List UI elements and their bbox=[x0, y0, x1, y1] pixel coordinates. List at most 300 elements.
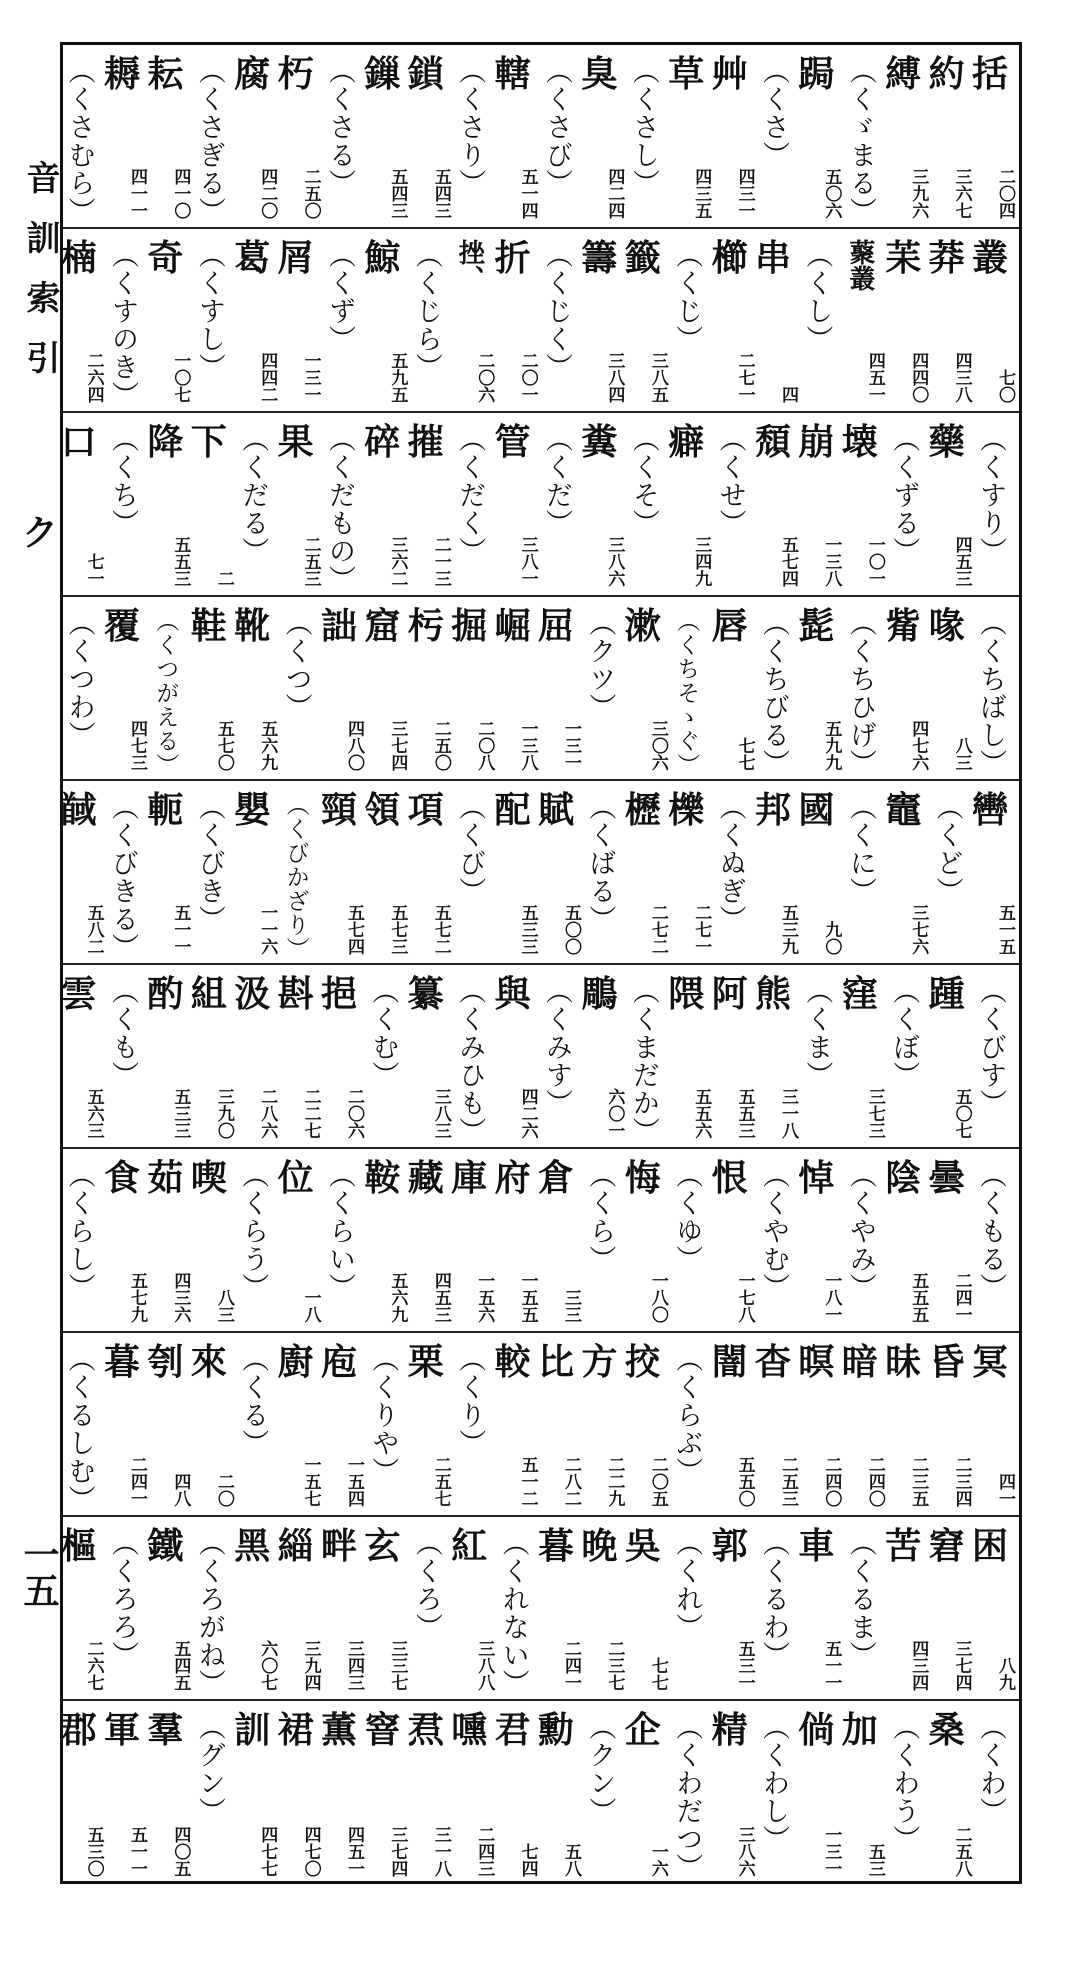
entry-kanji: 掘 bbox=[451, 605, 488, 647]
index-entry bbox=[314, 1333, 364, 1515]
entry-kanji: 朽 bbox=[277, 53, 314, 95]
index-entry bbox=[661, 965, 711, 1147]
entry-kanji: 唇 bbox=[711, 605, 748, 647]
index-entry bbox=[705, 45, 755, 227]
reading-heading bbox=[54, 45, 104, 227]
entry-page-ref: 三六二 bbox=[387, 536, 408, 587]
reading-heading bbox=[748, 1701, 798, 1885]
index-entry bbox=[748, 1333, 798, 1515]
entry-kanji: 軍 bbox=[103, 1709, 140, 1751]
reading-heading bbox=[184, 45, 234, 227]
reading-heading bbox=[531, 45, 581, 227]
reading-heading bbox=[97, 413, 147, 595]
index-entry bbox=[835, 965, 885, 1147]
index-entry bbox=[705, 1149, 755, 1331]
entry-kanji: 來 bbox=[190, 1341, 227, 1383]
index-entry bbox=[357, 45, 407, 227]
entry-kanji: 崩 bbox=[798, 421, 835, 463]
entry-page-ref: 五六三 bbox=[83, 1088, 104, 1139]
reading-label: （くに） bbox=[844, 793, 876, 905]
entry-kanji: 食 bbox=[103, 1157, 140, 1199]
reading-label: （くるま） bbox=[844, 1529, 876, 1669]
index-entry bbox=[661, 413, 711, 595]
entry-page-ref: 八九 bbox=[995, 1657, 1015, 1691]
index-entry bbox=[922, 45, 972, 227]
reading-label: （くるわ） bbox=[758, 1529, 789, 1669]
index-entry bbox=[835, 413, 885, 595]
reading-heading bbox=[965, 413, 1015, 595]
entry-page-ref: 四五一 bbox=[344, 1826, 364, 1877]
reading-heading bbox=[965, 1701, 1015, 1885]
reading-heading bbox=[97, 1517, 147, 1699]
entry-page-ref: 四七三 bbox=[127, 720, 147, 771]
entry-page-ref: 二六四 bbox=[83, 352, 104, 403]
reading-heading bbox=[97, 229, 147, 411]
index-entry bbox=[488, 1701, 538, 1885]
index-entry bbox=[54, 1701, 104, 1885]
entry-page-ref: 二七一 bbox=[691, 904, 712, 955]
entry-page-ref: 四八 bbox=[170, 1473, 191, 1507]
entry-kanji: 髭 bbox=[798, 605, 835, 647]
entry-kanji: 跼 bbox=[798, 53, 835, 95]
reading-label: （くびきる） bbox=[107, 793, 138, 961]
entry-kanji: 羣 bbox=[147, 1709, 184, 1751]
entry-kanji: 耘 bbox=[147, 53, 184, 95]
index-entry bbox=[705, 1517, 755, 1699]
index-band bbox=[63, 597, 1019, 781]
entry-page-ref: 五五五 bbox=[908, 1272, 929, 1323]
reading-heading bbox=[791, 229, 841, 411]
reading-label: （くちひげ） bbox=[844, 609, 876, 777]
entry-kanji: 車 bbox=[798, 1525, 835, 1567]
reading-label: （クツ） bbox=[584, 609, 616, 721]
reading-heading bbox=[748, 1517, 798, 1699]
entry-kanji: 葛 bbox=[234, 237, 271, 279]
reading-label: （くだもの） bbox=[324, 425, 355, 593]
entry-kanji: 黑 bbox=[234, 1525, 271, 1567]
entry-kanji: 頹 bbox=[754, 421, 791, 463]
reading-heading bbox=[574, 781, 624, 963]
reading-label: （くらし） bbox=[63, 1161, 95, 1301]
entry-page-ref: 五七九 bbox=[127, 1272, 147, 1323]
entry-page-ref: 一五六 bbox=[474, 1272, 495, 1323]
entry-page-ref: 二二七 bbox=[300, 1088, 321, 1139]
entry-page-ref: 三八六 bbox=[604, 536, 625, 587]
index-entry bbox=[97, 597, 147, 779]
reading-heading bbox=[835, 597, 885, 779]
entry-kanji: 與 bbox=[494, 973, 531, 1015]
entry-kanji: 配 bbox=[494, 789, 531, 831]
index-entry bbox=[835, 229, 885, 411]
index-entry bbox=[791, 1701, 841, 1885]
entry-kanji: 臭 bbox=[581, 53, 618, 95]
entry-kanji: 熊 bbox=[754, 973, 791, 1015]
index-entry bbox=[878, 781, 928, 963]
reading-label: （くずる） bbox=[888, 425, 920, 565]
index-entry bbox=[878, 45, 928, 227]
reading-label: （くちびる） bbox=[758, 609, 789, 777]
index-entry bbox=[314, 1701, 364, 1885]
entry-page-ref: 三一八 bbox=[778, 1088, 798, 1139]
entry-kanji: 桑 bbox=[928, 1709, 965, 1751]
entry-kanji: 籌 bbox=[581, 237, 618, 279]
entry-kanji: 口 bbox=[60, 421, 97, 463]
reading-label: （くびかざり） bbox=[282, 793, 309, 961]
reading-heading bbox=[140, 597, 190, 779]
entry-kanji: 櫛 bbox=[711, 237, 748, 279]
entry-kanji: 方 bbox=[581, 1341, 618, 1383]
entry-page-ref: 四七七 bbox=[257, 1826, 278, 1877]
entry-kanji: 頸 bbox=[320, 789, 357, 831]
index-entry bbox=[184, 597, 234, 779]
entry-kanji: 鞍 bbox=[364, 1157, 401, 1199]
entry-kanji: 杳 bbox=[754, 1341, 791, 1383]
index-entry bbox=[401, 781, 451, 963]
entry-page-ref: 二四三 bbox=[474, 1826, 495, 1877]
entry-page-ref: 二四〇 bbox=[864, 1456, 885, 1507]
reading-heading bbox=[705, 781, 755, 963]
entry-kanji: 廚 bbox=[277, 1341, 314, 1383]
index-entry bbox=[488, 229, 538, 411]
entry-page-ref: 一八〇 bbox=[647, 1272, 668, 1323]
entry-page-ref: 五五三 bbox=[170, 536, 191, 587]
entry-page-ref: 一七八 bbox=[734, 1272, 755, 1323]
entry-page-ref: 二四一 bbox=[127, 1456, 147, 1507]
reading-label: （くだる） bbox=[237, 425, 269, 565]
entry-page-ref: 五七四 bbox=[778, 536, 798, 587]
entry-page-ref: 二三四 bbox=[951, 1456, 972, 1507]
entry-kanji: 櫟 bbox=[668, 789, 705, 831]
entry-page-ref: 四 bbox=[778, 386, 798, 403]
entry-kanji: 約 bbox=[928, 53, 965, 95]
entry-page-ref: 五六九 bbox=[257, 720, 278, 771]
entry-page-ref: 四三六 bbox=[170, 1272, 191, 1323]
index-entry bbox=[922, 413, 972, 595]
entry-kanji: 觜 bbox=[885, 605, 922, 647]
reading-label: （くぬぎ） bbox=[714, 793, 746, 933]
entry-page-ref: 二一三 bbox=[430, 536, 451, 587]
index-entry bbox=[357, 597, 407, 779]
reading-heading bbox=[878, 413, 928, 595]
reading-label: （くさし） bbox=[627, 57, 659, 197]
entry-page-ref: 三八一 bbox=[517, 536, 538, 587]
entry-page-ref: 二五三 bbox=[300, 536, 321, 587]
entry-kanji: 郡 bbox=[60, 1709, 97, 1751]
entry-page-ref: 一三一 bbox=[300, 352, 321, 403]
index-entry bbox=[922, 1333, 972, 1515]
reading-label: （くせ） bbox=[714, 425, 746, 537]
reading-heading bbox=[531, 413, 581, 595]
index-entry bbox=[574, 965, 624, 1147]
entry-kanji: 精 bbox=[711, 1709, 748, 1751]
entry-kanji: 鏁 bbox=[364, 53, 401, 95]
index-entry bbox=[574, 1333, 624, 1515]
entry-kanji: 挫、 bbox=[454, 239, 485, 291]
entry-page-ref: 一六 bbox=[647, 1843, 668, 1877]
entry-kanji: 悔 bbox=[624, 1157, 661, 1199]
entry-page-ref: 三八三 bbox=[430, 1088, 451, 1139]
entry-page-ref: 三七四 bbox=[951, 1640, 972, 1691]
index-entry bbox=[401, 965, 451, 1147]
index-entry bbox=[922, 1701, 972, 1885]
index-entry bbox=[705, 597, 755, 779]
index-entry bbox=[488, 1333, 538, 1515]
index-entry bbox=[574, 413, 624, 595]
entry-kanji: 困 bbox=[971, 1525, 1008, 1567]
entry-kanji: 窘 bbox=[928, 1525, 965, 1567]
reading-heading bbox=[184, 781, 234, 963]
reading-label: （くだく） bbox=[454, 425, 486, 565]
index-band bbox=[60, 1517, 1019, 1701]
reading-heading bbox=[401, 229, 451, 411]
index-entry bbox=[140, 1333, 190, 1515]
index-entry bbox=[227, 45, 277, 227]
index-band bbox=[60, 413, 1019, 597]
reading-label: （くも） bbox=[107, 977, 138, 1089]
reading-heading bbox=[922, 781, 972, 963]
reading-heading bbox=[54, 1149, 104, 1331]
entry-kanji: 闇 bbox=[711, 1341, 748, 1383]
entry-page-ref: 五〇六 bbox=[821, 168, 842, 219]
reading-heading bbox=[705, 413, 755, 595]
entry-kanji: 君 bbox=[494, 1709, 531, 1751]
entry-kanji: 雲 bbox=[60, 973, 97, 1015]
reading-heading bbox=[531, 229, 581, 411]
reading-label: （くり） bbox=[454, 1345, 486, 1457]
reading-heading bbox=[444, 781, 494, 963]
index-entry bbox=[922, 597, 972, 779]
entry-kanji: 庫 bbox=[451, 1157, 488, 1199]
index-entry bbox=[618, 229, 668, 411]
entry-kanji: 薫 bbox=[320, 1709, 357, 1751]
entry-kanji: 刳 bbox=[147, 1341, 184, 1383]
entry-page-ref: 一五四 bbox=[344, 1456, 364, 1507]
entry-page-ref: 五三〇 bbox=[83, 1826, 104, 1877]
entry-page-ref: 三八五 bbox=[647, 352, 668, 403]
index-entry bbox=[878, 1149, 928, 1331]
index-entry bbox=[618, 1333, 668, 1515]
reading-label: （くさぎる） bbox=[193, 57, 225, 225]
entry-page-ref: 四三一 bbox=[734, 168, 755, 219]
entry-kanji: 緇 bbox=[277, 1525, 314, 1567]
entry-kanji: 國 bbox=[798, 789, 835, 831]
entry-page-ref: 一三一 bbox=[821, 1826, 842, 1877]
entry-page-ref: 七一 bbox=[83, 553, 104, 587]
reading-label: （くち） bbox=[107, 425, 138, 537]
reading-heading bbox=[618, 413, 668, 595]
entry-kanji: 腐 bbox=[234, 53, 271, 95]
entry-page-ref: 四八〇 bbox=[344, 720, 364, 771]
entry-kanji: 屈 bbox=[537, 605, 574, 647]
entry-kanji: 汲 bbox=[234, 973, 271, 1015]
index-entry bbox=[748, 413, 798, 595]
index-entry bbox=[357, 1517, 407, 1699]
entry-kanji: 暝 bbox=[798, 1341, 835, 1383]
entry-kanji: 阿 bbox=[711, 973, 748, 1015]
reading-label: （くら） bbox=[584, 1161, 616, 1273]
entry-page-ref: 三四九 bbox=[691, 536, 712, 587]
index-band bbox=[63, 45, 1019, 229]
entry-kanji: 覆 bbox=[103, 605, 140, 647]
index-entry bbox=[965, 229, 1015, 411]
reading-heading bbox=[835, 45, 885, 227]
entry-kanji: 裙 bbox=[277, 1709, 314, 1751]
reading-label: （くばる） bbox=[584, 793, 616, 933]
index-entry bbox=[140, 1517, 190, 1699]
entry-page-ref: 五七四 bbox=[344, 904, 364, 955]
reading-label: （くわ） bbox=[975, 1713, 1006, 1825]
entry-page-ref: 五四三 bbox=[430, 168, 451, 219]
entry-kanji: 括 bbox=[971, 53, 1008, 95]
entry-kanji: 項 bbox=[407, 789, 444, 831]
index-entry bbox=[531, 1701, 581, 1885]
reading-label: （くわだつ） bbox=[671, 1713, 703, 1881]
entry-kanji: 叢 bbox=[971, 237, 1008, 279]
reading-heading bbox=[271, 597, 321, 779]
entry-page-ref: 八三 bbox=[951, 737, 972, 771]
entry-page-ref: 四五三 bbox=[951, 536, 972, 587]
entry-kanji: 崛 bbox=[494, 605, 531, 647]
entry-page-ref: 一〇一 bbox=[864, 536, 885, 587]
entry-page-ref: 二五三 bbox=[778, 1456, 798, 1507]
entry-page-ref: 四〇五 bbox=[170, 1826, 191, 1877]
index-entry bbox=[271, 45, 321, 227]
entry-kanji: 摧 bbox=[407, 421, 444, 463]
index-entry bbox=[965, 1517, 1015, 1699]
index-entry bbox=[97, 1701, 147, 1885]
reading-label: （グン） bbox=[193, 1713, 225, 1825]
index-entry bbox=[140, 965, 190, 1147]
entry-kanji: 果 bbox=[277, 421, 314, 463]
reading-label: （くるしむ） bbox=[63, 1345, 95, 1513]
reading-label: （くし） bbox=[801, 241, 833, 353]
entry-page-ref: 二〇一 bbox=[517, 352, 538, 403]
entry-kanji: 嚑 bbox=[451, 1709, 488, 1751]
entry-kanji: 草 bbox=[668, 53, 705, 95]
index-entry bbox=[791, 1333, 841, 1515]
reading-label: （くらい） bbox=[324, 1161, 355, 1301]
index-entry bbox=[140, 413, 190, 595]
entry-kanji: 領 bbox=[364, 789, 401, 831]
reading-label: （くそ） bbox=[627, 425, 659, 537]
reading-label: （くれ） bbox=[671, 1529, 703, 1641]
index-entry bbox=[835, 1333, 885, 1515]
index-entry bbox=[531, 1517, 581, 1699]
entry-kanji: 恨 bbox=[711, 1157, 748, 1199]
reading-label: （くじく） bbox=[541, 241, 572, 381]
entry-page-ref: 三九〇 bbox=[213, 1088, 234, 1139]
index-entry bbox=[791, 1517, 841, 1699]
reading-label: （くちばし） bbox=[975, 609, 1006, 777]
entry-kanji: 苦 bbox=[885, 1525, 922, 1567]
entry-kanji: 詘 bbox=[320, 605, 357, 647]
entry-page-ref: 五〇〇 bbox=[561, 904, 581, 955]
index-entry bbox=[271, 1701, 321, 1885]
index-entry bbox=[705, 965, 755, 1147]
reading-heading bbox=[444, 413, 494, 595]
reading-heading bbox=[748, 597, 798, 779]
index-entry bbox=[618, 781, 668, 963]
reading-heading bbox=[314, 413, 364, 595]
entry-page-ref: 四一〇 bbox=[170, 168, 191, 219]
index-entry bbox=[271, 1333, 321, 1515]
entry-page-ref: 三七四 bbox=[387, 720, 408, 771]
index-entry bbox=[791, 413, 841, 595]
entry-page-ref: 二五七 bbox=[430, 1456, 451, 1507]
reading-heading bbox=[791, 965, 841, 1147]
index-entry bbox=[227, 597, 277, 779]
entry-page-ref: 二四一 bbox=[561, 1640, 581, 1691]
reading-heading bbox=[357, 965, 407, 1147]
reading-heading bbox=[878, 1701, 928, 1885]
index-entry bbox=[661, 781, 711, 963]
entry-page-ref: 三八八 bbox=[474, 1640, 495, 1691]
entry-kanji: 倘 bbox=[798, 1709, 835, 1751]
entry-page-ref: 一八 bbox=[300, 1289, 321, 1323]
index-entry bbox=[314, 1517, 364, 1699]
index-entry bbox=[878, 1517, 928, 1699]
index-entry bbox=[401, 1149, 451, 1331]
reading-label: （くむ） bbox=[367, 977, 399, 1089]
reading-label: （くじら） bbox=[410, 241, 442, 381]
entry-kanji: 纂 bbox=[407, 973, 444, 1015]
entry-page-ref: 一五七 bbox=[300, 1456, 321, 1507]
entry-kanji: 茹 bbox=[147, 1157, 184, 1199]
entry-page-ref: 五八 bbox=[561, 1843, 581, 1877]
entry-page-ref: 三九四 bbox=[300, 1640, 321, 1691]
reading-heading bbox=[661, 229, 711, 411]
index-entry bbox=[488, 597, 538, 779]
index-entry bbox=[184, 965, 234, 1147]
index-entry bbox=[271, 1517, 321, 1699]
index-entry bbox=[444, 1517, 494, 1699]
index-entry bbox=[401, 1701, 451, 1885]
reading-label: （くゆ） bbox=[671, 1161, 703, 1273]
index-entry bbox=[531, 781, 581, 963]
index-entry bbox=[705, 1701, 755, 1885]
index-entry bbox=[444, 1701, 494, 1885]
index-entry bbox=[357, 413, 407, 595]
entry-page-ref: 六〇一 bbox=[604, 1088, 625, 1139]
index-entry bbox=[574, 45, 624, 227]
entry-page-ref: 三八六 bbox=[734, 1826, 755, 1877]
reading-label: （くさむら） bbox=[63, 57, 95, 225]
reading-label: （くつわ） bbox=[63, 609, 95, 749]
entry-kanji: 吳 bbox=[624, 1525, 661, 1567]
reading-label: （くじ） bbox=[671, 241, 703, 353]
entry-kanji: 轡 bbox=[971, 789, 1008, 831]
entry-page-ref: 五五〇 bbox=[734, 1456, 755, 1507]
index-entry bbox=[922, 229, 972, 411]
entry-kanji: 訓 bbox=[234, 1709, 271, 1751]
entry-page-ref: 一八一 bbox=[821, 1272, 842, 1323]
entry-kanji: 耨 bbox=[103, 53, 140, 95]
reading-heading bbox=[184, 1701, 234, 1885]
reading-label: （くず） bbox=[324, 241, 355, 353]
index-entry bbox=[878, 229, 928, 411]
entry-page-ref: 一一六 bbox=[257, 904, 278, 955]
index-band bbox=[60, 781, 1019, 965]
index-entry bbox=[227, 1701, 277, 1885]
entry-page-ref: 五一四 bbox=[517, 168, 538, 219]
entry-kanji: 暮 bbox=[537, 1525, 574, 1567]
reading-label: （くび） bbox=[454, 793, 486, 905]
entry-page-ref: 二五〇 bbox=[430, 720, 451, 771]
entry-kanji: 畔 bbox=[320, 1525, 357, 1567]
entry-page-ref: 五七三 bbox=[387, 904, 408, 955]
reading-heading bbox=[184, 1517, 234, 1699]
entry-page-ref: 二〇六 bbox=[474, 352, 495, 403]
